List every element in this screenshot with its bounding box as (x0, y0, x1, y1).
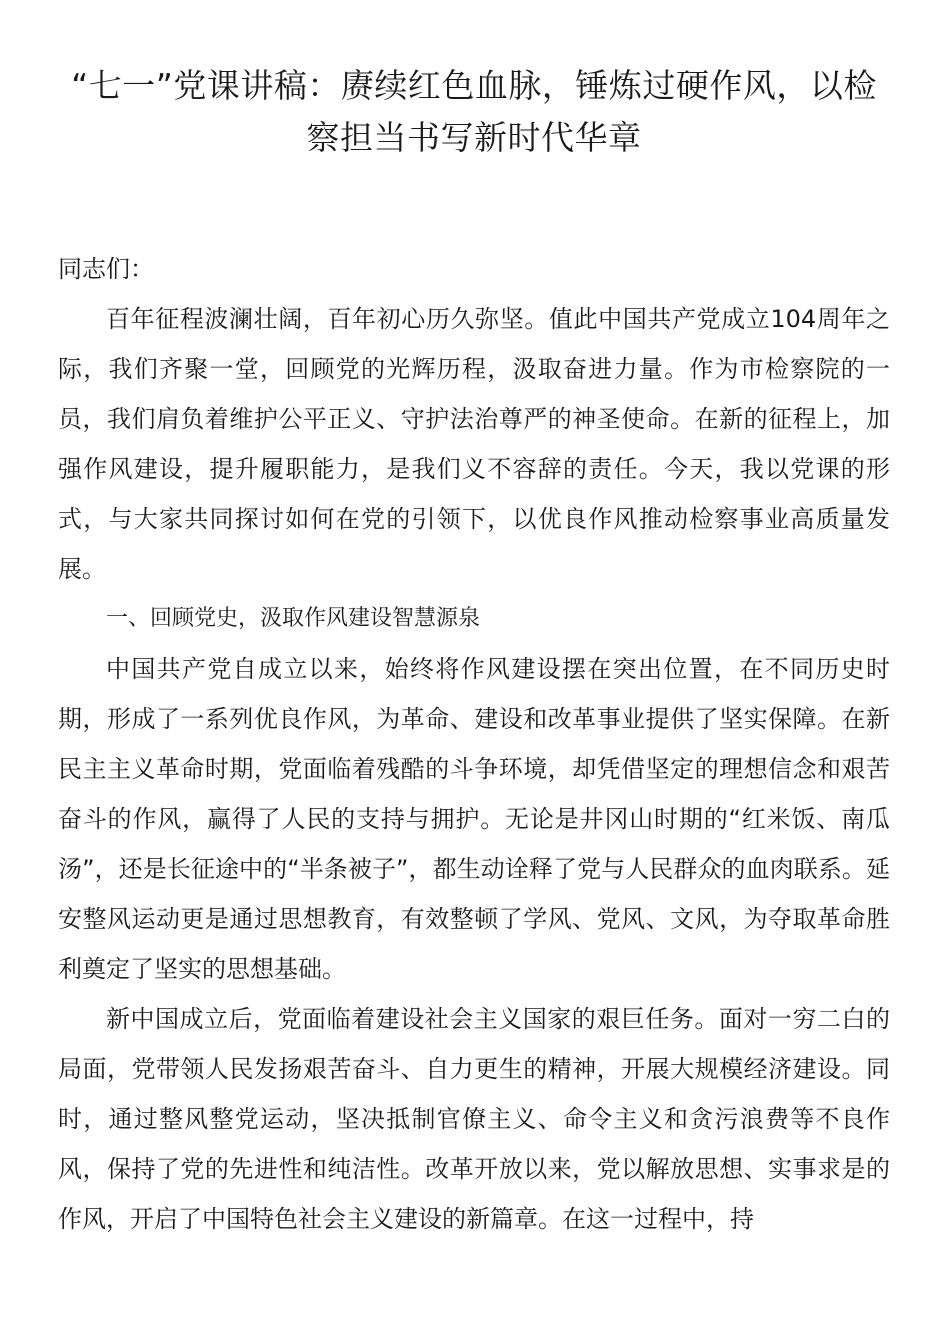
document-title: “七一”党课讲稿：赓续红色血脉，锤炼过硬作风，以检察担当书写新时代华章 (71, 66, 877, 157)
section-heading: 一、回顾党史，汲取作风建设智慧源泉 (106, 606, 481, 631)
body-paragraph: 中国共产党自成立以来，始终将作风建设摆在突出位置，在不同历史时期，形成了一系列优良作风，为革命、建设和改革事业提供了坚实保障。在新民主主义革命时期，党面临着残酷的斗争环境，却凭借坚定的理想信念和艰苦奋斗的作风，赢得了人民的支持与拥护。无论是井冈山时期的“红米饭、南瓜汤”，还是长征途中的“半条被子”，都生动诠释了党与人民群众的血肉联系。延安整风运动更是通过思想教育，有效整顿了学风、党风、文风，为夺取革命胜利奠定了坚实的思想基础。 (58, 655, 890, 983)
body-paragraph: 新中国成立后，党面临着建设社会主义国家的艰巨任务。面对一穷二白的局面，党带领人民发扬艰苦奋斗、自力更生的精神，开展大规模经济建设。同时，通过整风整党运动，坚决抵制官僚主义、命令主义和贪污浪费等不良作风，保持了党的先进性和纯洁性。改革开放以来，党以解放思想、实事求是的作风，开启了中国特色社会主义建设的新篇章。在这一过程中，持 (58, 1005, 890, 1233)
document-page (58, 60, 890, 1244)
intro-paragraph: 百年征程波澜壮阔，百年初心历久弥坚。值此中国共产党成立104周年之际，我们齐聚一堂，回顾党的光辉历程，汲取奋进力量。作为市检察院的一员，我们肩负着维护公平正义、守护法治尊严的神圣使命。在新的征程上，加强作风建设，提升履职能力，是我们义不容辞的责任。今天，我以党课的形式，与大家共同探讨如何在党的引领下，以优良作风推动检察事业高质量发展。 (58, 305, 890, 583)
salutation: 同志们： (58, 255, 154, 283)
